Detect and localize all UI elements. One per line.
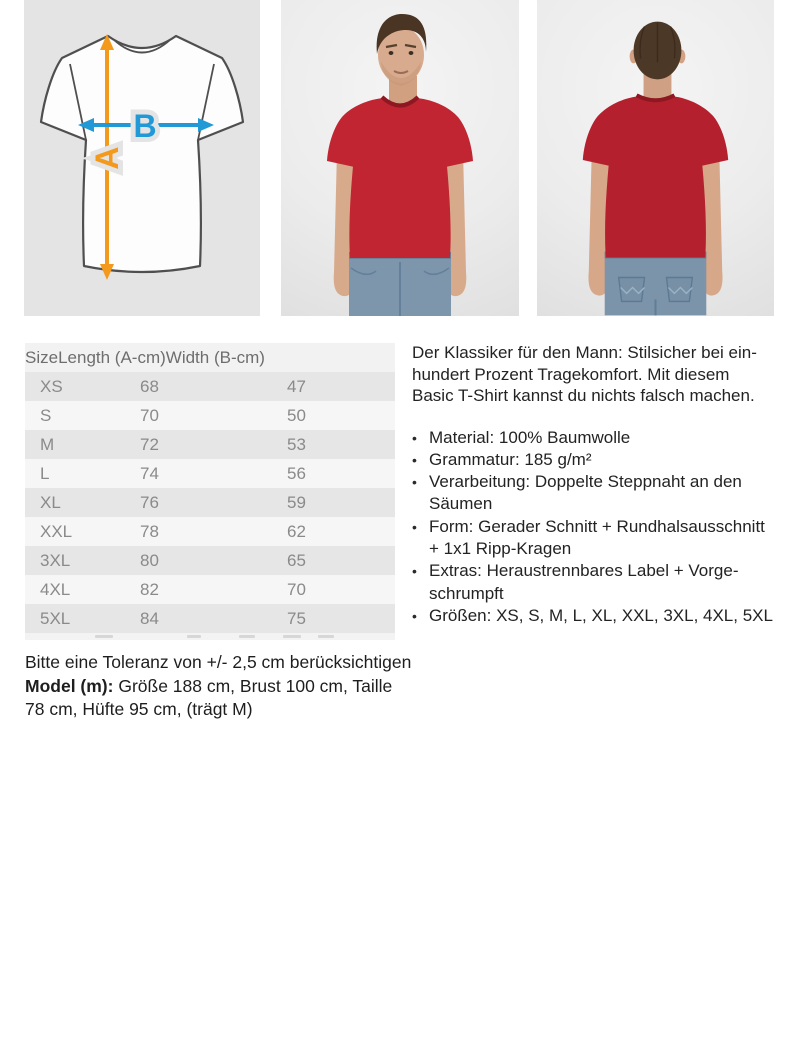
table-row: [25, 372, 395, 401]
cell-size: L: [40, 464, 50, 483]
model-info-line2: 78 cm, Hüfte 95 cm, (trägt M): [25, 699, 253, 719]
cell-size: 4XL: [40, 580, 71, 599]
list-item: [412, 427, 798, 449]
cell-size: S: [40, 406, 52, 425]
table-row: [25, 517, 395, 546]
model-measurements: Größe 188 cm, Brust 100 cm, Taille: [118, 675, 393, 696]
list-item-text: Material: 100% Baumwolle: [429, 427, 631, 447]
size-table-header: [25, 343, 395, 372]
bullet-icon: •: [412, 518, 417, 535]
product-photo-front: [281, 0, 519, 316]
table-row: [25, 604, 395, 633]
list-item-text: Verarbeitung: Doppelte Steppnaht an den Säumen: [429, 472, 742, 514]
size-diagram-image: [24, 0, 260, 316]
cell-length: 76: [140, 493, 159, 512]
back-jeans: [605, 252, 707, 316]
column-header: Width (B-cm): [165, 348, 265, 367]
cell-width: 75: [287, 609, 306, 628]
cell-size: XXL: [40, 522, 73, 541]
list-item: [412, 449, 798, 471]
intro-line: Basic T-Shirt kannst du nichts falsch machen.: [412, 386, 755, 405]
table-row: [25, 459, 395, 488]
cell-width: 56: [287, 464, 306, 483]
cell-width: 53: [287, 435, 306, 454]
tolerance-model-notes: [25, 651, 445, 722]
list-item: [412, 516, 798, 561]
list-item-text: Größen: XS, S, M, L, XL, XXL, 3XL, 4XL, 5XL: [429, 605, 773, 625]
cell-length: 72: [140, 435, 159, 454]
table-row: [25, 488, 395, 517]
size-table: [25, 343, 395, 640]
tshirt-measurement-diagram: [24, 0, 260, 316]
bullet-icon: •: [412, 607, 417, 624]
cell-size: XS: [40, 377, 63, 396]
cell-size: M: [40, 435, 55, 454]
list-item: [412, 560, 798, 605]
intro-line: hundert Prozent Tragekomfort. Mit diesem: [412, 364, 730, 384]
size-table-body: [25, 372, 395, 633]
bullet-icon: •: [412, 474, 417, 491]
cell-length: 68: [140, 377, 159, 396]
label-a: A: [89, 146, 125, 170]
cell-width: 62: [287, 522, 306, 541]
tolerance-note: Bitte eine Toleranz von +/- 2,5 cm berücksichtigen: [25, 652, 412, 672]
column-header: Size: [25, 348, 59, 367]
table-row: [25, 546, 395, 575]
intro-line: Der Klassiker für den Mann: Stilsicher bei ein-: [412, 343, 757, 362]
list-item-text: Form: Gerader Schnitt + Rundhalsausschnitt + 1x1 Ripp-Kragen: [429, 516, 765, 558]
cell-width: 59: [287, 493, 306, 512]
table-row: [25, 430, 395, 459]
cell-length: 84: [140, 609, 159, 628]
model-back-illustration: [537, 0, 774, 316]
cell-size: 3XL: [40, 551, 71, 570]
table-row: [25, 575, 395, 604]
bullet-icon: •: [412, 563, 417, 580]
cell-length: 82: [140, 580, 159, 599]
table-row: [25, 401, 395, 430]
cell-width: 50: [287, 406, 306, 425]
model-front-illustration: [281, 0, 519, 316]
description-intro: [412, 342, 798, 407]
product-photo-back: [537, 0, 774, 316]
cell-size: 5XL: [40, 609, 71, 628]
model-label: Model (m):: [25, 675, 119, 696]
cell-length: 80: [140, 551, 159, 570]
cell-width: 70: [287, 580, 306, 599]
list-item-text: Extras: Heraustrennbares Label + Vorge- schrumpft: [429, 561, 739, 603]
list-item-text: Grammatur: 185 g/m²: [429, 449, 592, 469]
bullet-icon: •: [412, 429, 417, 446]
cell-size: XL: [40, 493, 61, 512]
label-b: B: [133, 108, 157, 144]
product-description: [412, 342, 798, 627]
cell-width: 65: [287, 551, 306, 570]
feature-list: [412, 427, 798, 628]
cell-length: 78: [140, 522, 159, 541]
bullet-icon: •: [412, 451, 417, 468]
cell-length: 74: [140, 464, 159, 483]
list-item: [412, 471, 798, 516]
cell-width: 47: [287, 377, 306, 396]
column-header: Length (A-cm): [58, 348, 166, 367]
model-info-line1: [25, 675, 445, 699]
truncated-table-row: [25, 633, 395, 640]
list-item: [412, 605, 798, 627]
cell-length: 70: [140, 406, 159, 425]
front-jeans: [349, 252, 451, 316]
